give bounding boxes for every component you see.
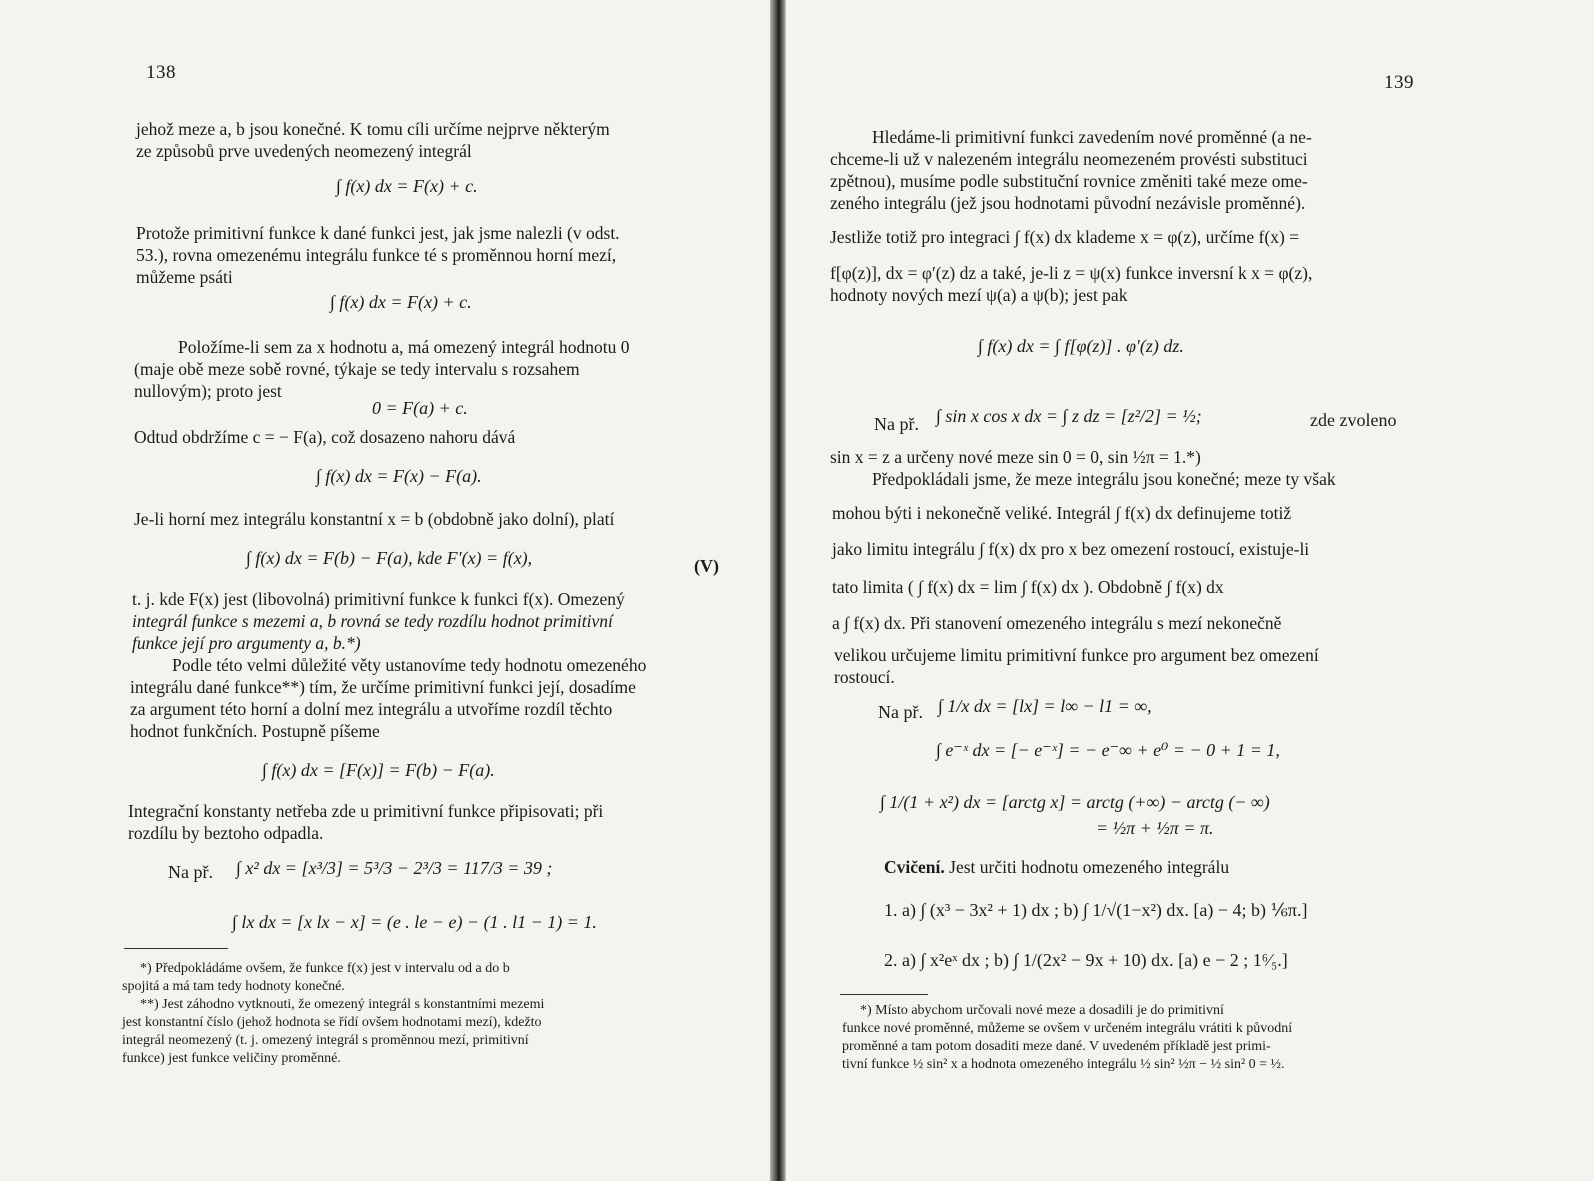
formula-note: zde zvoleno xyxy=(1310,410,1397,430)
text-line: tato limita ( ∫ f(x) dx = lim ∫ f(x) dx ). Obdobně ∫ f(x) dx xyxy=(832,577,1224,597)
text-line: rostoucí. xyxy=(834,667,895,687)
text-line: f[φ(z)], dx = φ′(z) dz a také, je-li z = ψ(x) funkce inversní k x = φ(z), xyxy=(830,263,1313,283)
formula: ∫ f(x) dx = F(x) + c. xyxy=(330,292,472,312)
text-line: Položíme-li sem za x hodnotu a, má omezený integrál hodnotu 0 xyxy=(178,337,630,357)
footnote: **) Jest záhodno vytknouti, že omezený integrál s konstantními mezemi xyxy=(140,997,545,1012)
exercise-intro: Jest určiti hodnotu omezeného integrálu xyxy=(949,857,1230,877)
text-line: Odtud obdržíme c = − F(a), což dosazeno nahoru dává xyxy=(134,427,516,447)
text-line: hodnoty nových mezí ψ(a) a ψ(b); jest pak xyxy=(830,285,1128,305)
text-line: sin x = z a určeny nové meze sin 0 = 0, sin ½π = 1.*) xyxy=(830,447,1201,467)
text-line: chceme-li už v nalezeném integrálu neomezeném provésti substituci xyxy=(830,149,1308,169)
page-number: 139 xyxy=(1384,72,1414,93)
text-line: Je-li horní mez integrálu konstantní x = b (obdobně jako dolní), platí xyxy=(134,509,615,529)
exercise-item: 2. a) ∫ x²eˣ dx ; b) ∫ 1/(2x² − 9x + 10) dx. [a) e − 2 ; 1⁶⁄₅.] xyxy=(884,950,1288,970)
text-line: Předpokládali jsme, že meze integrálu jsou konečné; meze ty však xyxy=(872,469,1336,489)
text-line: Hledáme-li primitivní funkci zavedením nové proměnné (a ne- xyxy=(872,127,1312,147)
exercise-item: 1. a) ∫ (x³ − 3x² + 1) dx ; b) ∫ 1/√(1−x²) dx. [a) − 4; b) ⅙π.] xyxy=(884,900,1308,920)
formula: = ½π + ½π = π. xyxy=(1096,818,1214,838)
exercise-line xyxy=(884,856,1229,878)
text-line: nullovým); proto jest xyxy=(134,381,282,401)
text-line: můžeme psáti xyxy=(136,267,233,287)
text-line: Integrační konstanty netřeba zde u primitivní funkce připisovati; při xyxy=(128,801,604,821)
text-line: zeného integrálu (jež jsou hodnotami původní nezávisle proměnné). xyxy=(830,193,1306,213)
footnote: *) Předpokládáme ovšem, že funkce f(x) jest v intervalu od a do b xyxy=(140,961,510,976)
text-line: a ∫ f(x) dx. Při stanovení omezeného integrálu s mezí nekonečně xyxy=(832,613,1282,633)
text-line: velikou určujeme limitu primitivní funkce pro argument bez omezení xyxy=(834,645,1319,665)
footnote-rule xyxy=(840,994,928,995)
footnote: *) Místo abychom určovali nové meze a dosadili je do primitivní xyxy=(860,1003,1224,1018)
text-line: integrál funkce s mezemi a, b rovná se tedy rozdílu hodnot primitivní xyxy=(132,611,613,631)
formula: ∫ x² dx = [x³/3] = 5³/3 − 2³/3 = 117/3 = 39 ; xyxy=(236,858,553,878)
footnote: proměnné a tam potom dosaditi meze dané. V uvedeném příkladě jest primi- xyxy=(842,1039,1271,1054)
example-label: Na př. xyxy=(878,702,923,722)
text-line: jehož meze a, b jsou konečné. K tomu cíli určíme nejprve některým xyxy=(136,119,610,139)
text-line: hodnot funkčních. Postupně píšeme xyxy=(130,721,380,741)
example-label: Na př. xyxy=(874,414,919,434)
formula: ∫ f(x) dx = ∫ f[φ(z)] . φ′(z) dz. xyxy=(978,336,1184,356)
text-line: funkce její pro argumenty a, b.*) xyxy=(132,633,361,653)
example-label: Na př. xyxy=(168,862,213,882)
text-line: jako limitu integrálu ∫ f(x) dx pro x bez omezení rostoucí, existuje-li xyxy=(832,539,1310,559)
text-line: t. j. kde F(x) jest (libovolná) primitivní funkce k funkci f(x). Omezený xyxy=(132,589,625,609)
text-line: za argument této horní a dolní mez integrálu a utvoříme rozdíl těchto xyxy=(130,699,613,719)
equation-tag: (V) xyxy=(694,556,719,576)
text-line: 53.), rovna omezenému integrálu funkce té s proměnnou horní mezí, xyxy=(136,245,617,265)
text-line: Jestliže totiž pro integraci ∫ f(x) dx klademe x = φ(z), určíme f(x) = xyxy=(830,227,1300,247)
formula: ∫ 1/(1 + x²) dx = [arctg x] = arctg (+∞) − arctg (− ∞) xyxy=(880,792,1270,812)
formula: ∫ f(x) dx = F(b) − F(a), kde F′(x) = f(x), xyxy=(246,548,533,568)
footnote: funkce) jest funkce veličiny proměnné. xyxy=(122,1051,341,1066)
exercise-heading: Cvičení. xyxy=(884,857,945,877)
text-line: rozdílu by beztoho odpadla. xyxy=(128,823,324,843)
formula: ∫ lx dx = [x lx − x] = (e . le − e) − (1 . l1 − 1) = 1. xyxy=(232,912,597,932)
book-gutter xyxy=(770,0,786,1181)
footnote: spojitá a má tam tedy hodnoty konečné. xyxy=(122,979,345,994)
text-line: Protože primitivní funkce k dané funkci jest, jak jsme nalezli (v odst. xyxy=(136,223,620,243)
footnote-rule xyxy=(124,948,228,949)
text-line: integrálu dané funkce**) tím, že určíme primitivní funkci její, dosadíme xyxy=(130,677,636,697)
formula: ∫ 1/x dx = [lx] = l∞ − l1 = ∞, xyxy=(938,696,1152,716)
formula: ∫ e⁻ˣ dx = [− e⁻ˣ] = − e⁻∞ + e⁰ = − 0 + 1 = 1, xyxy=(936,740,1280,760)
footnote: funkce nové proměnné, můžeme se ovšem v určeném integrálu vrátiti k původní xyxy=(842,1021,1293,1036)
text-line: ze způsobů prve uvedených neomezený integrál xyxy=(136,141,472,161)
text-line: zpětnou), musíme podle substituční rovnice změniti také meze ome- xyxy=(830,171,1308,191)
left-page xyxy=(0,0,770,1181)
formula: ∫ sin x cos x dx = ∫ z dz = [z²/2] = ½; xyxy=(936,406,1202,426)
text-line: (maje obě meze sobě rovné, týkaje se tedy intervalu s rozsahem xyxy=(134,359,580,379)
formula: ∫ f(x) dx = F(x) − F(a). xyxy=(316,466,482,486)
formula: 0 = F(a) + c. xyxy=(372,398,468,418)
page-number: 138 xyxy=(146,62,176,83)
right-page xyxy=(786,0,1594,1181)
footnote: jest konstantní číslo (jehož hodnota se řídí ovšem hodnotami mezí), kdežto xyxy=(122,1015,542,1030)
footnote: tivní funkce ½ sin² x a hodnota omezeného integrálu ½ sin² ½π − ½ sin² 0 = ½. xyxy=(842,1057,1285,1072)
formula: ∫ f(x) dx = [F(x)] = F(b) − F(a). xyxy=(262,760,495,780)
text-line: mohou býti i nekonečně veliké. Integrál ∫ f(x) dx definujeme totiž xyxy=(832,503,1292,523)
formula: ∫ f(x) dx = F(x) + c. xyxy=(336,176,478,196)
text-line: Podle této velmi důležité věty ustanovíme tedy hodnotu omezeného xyxy=(172,655,647,675)
footnote: integrál neomezený (t. j. omezený integrál s proměnnou mezí, primitivní xyxy=(122,1033,529,1048)
